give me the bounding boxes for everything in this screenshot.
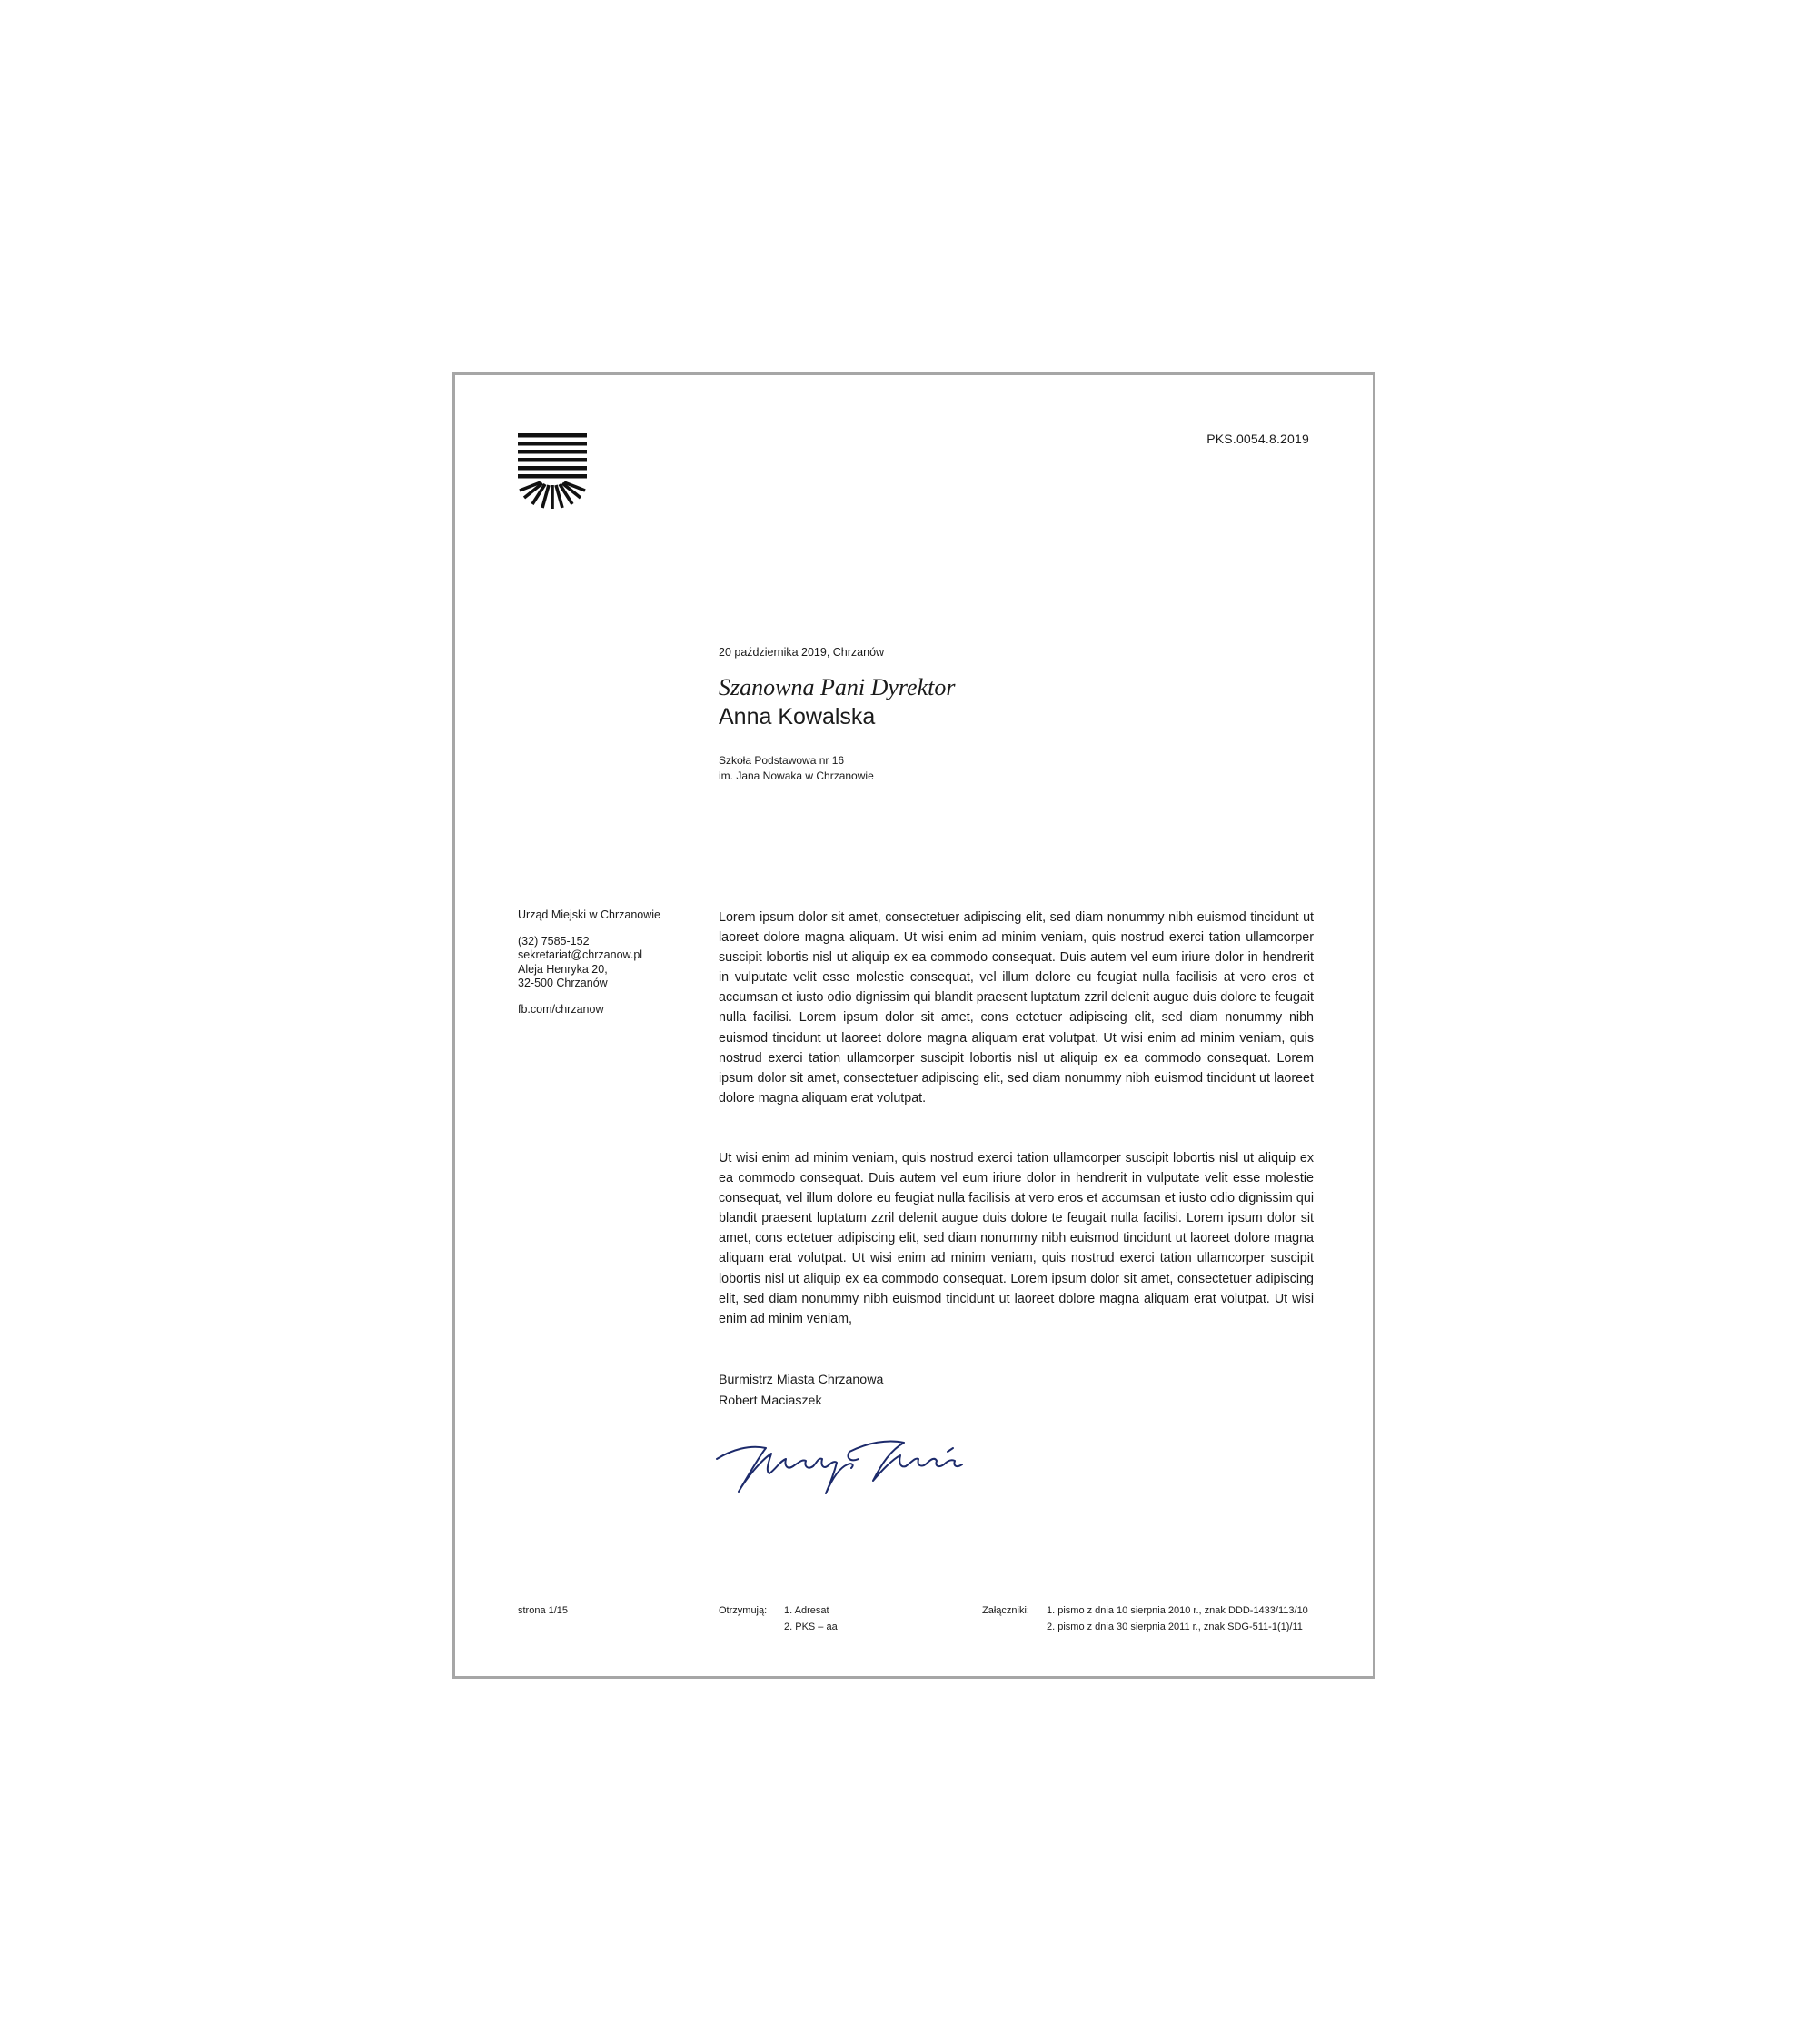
- recipients-list: [784, 1603, 838, 1635]
- signatory-block: [719, 1370, 883, 1411]
- attachments-label: Załączniki:: [982, 1605, 1029, 1616]
- salutation: Szanowna Pani Dyrektor: [719, 674, 956, 700]
- letter-page: [452, 372, 1375, 1679]
- sender-details: [518, 908, 690, 1017]
- sender-phone: (32) 7585-152: [518, 934, 590, 948]
- body-paragraph: Ut wisi enim ad minim veniam, quis nostrud exerci tation ullamcorper suscipit lobortis nisl ut aliquip ex ea commodo consequat. Duis autem vel eum iriure dolor in hendrerit in vulputate velit esse molestie consequat, vel illum dolore eu feugiat nulla facilisis at vero eros et accumsan et iusto odio dignissim qui blandit praesent luptatum zzril delenit augue duis dolore te feugait nulla facilisi. Lorem ipsum dolor sit amet, cons ectetuer adipiscing elit, sed diam nonummy nibh euismod tincidunt ut laoreet dolore magna aliquam erat volutpat. Ut wisi enim ad minim veniam, quis nostrud exerci tation ullamcorper suscipit lobortis nisl ut aliquip ex ea commodo consequat. Lorem ipsum dolor sit amet, consectetuer adipiscing elit, sed diam nonummy nibh euismod tincidunt ut laoreet dolore magna aliquam erat volutpat. Ut wisi enim ad minim veniam,: [719, 1150, 1314, 1326]
- body-paragraph: Lorem ipsum dolor sit amet, consectetuer adipiscing elit, sed diam nonummy nibh euismod tincidunt ut laoreet dolore magna aliquam. Ut wisi enim ad minim veniam, quis nostrud exerci tation ullamcorper suscipit lobortis nisl ut aliquip ex ea commodo consequat. Duis autem vel eum iriure dolor in hendrerit in vulputate velit esse molestie consequat, vel illum dolore eu feugiat nulla facilisis at vero eros et accumsan et iusto odio dignissim qui blandit praesent luptatum zzril delenit augue duis dolore te feugait nulla facilisi. Lorem ipsum dolor sit amet, cons ectetuer adipiscing elit, sed diam nonummy nibh euismod tincidunt ut laoreet dolore magna aliquam erat volutpat. Ut wisi enim ad minim veniam, quis nostrud exerci tation ullamcorper suscipit lobortis nisl ut aliquip ex ea commodo consequat. Lorem ipsum dolor sit amet, consectetuer adipiscing elit, sed diam nonummy nibh euismod tincidunt ut laoreet dolore magna aliquam erat volutpat.: [719, 910, 1314, 1106]
- attachments-list: [1047, 1603, 1308, 1635]
- page-number: strona 1/15: [518, 1605, 569, 1616]
- recipient-item: 1. Adresat: [784, 1605, 829, 1616]
- recipient-organization: [719, 753, 874, 784]
- date-place: 20 października 2019, Chrzanów: [719, 646, 885, 659]
- recipient-item: 2. PKS – aa: [784, 1621, 838, 1632]
- sun-stripes-logo-icon: [518, 433, 587, 510]
- signatory-name: Robert Maciaszek: [719, 1393, 822, 1408]
- sender-street: Aleja Henryka 20,: [518, 962, 608, 976]
- recipient-org-line: Szkoła Podstawowa nr 16: [719, 754, 845, 767]
- signatory-title: Burmistrz Miasta Chrzanowa: [719, 1373, 884, 1387]
- sender-office: Urząd Miejski w Chrzanowie: [518, 908, 660, 921]
- recipient-org-line: im. Jana Nowaka w Chrzanowie: [719, 769, 874, 782]
- sender-city: 32-500 Chrzanów: [518, 977, 608, 989]
- reference-number: PKS.0054.8.2019: [1206, 432, 1309, 446]
- attachment-item: 2. pismo z dnia 30 sierpnia 2011 r., znak SDG-511-1(1)/11: [1047, 1621, 1303, 1632]
- recipients-label: Otrzymują:: [719, 1605, 768, 1616]
- handwritten-signature: [713, 1426, 968, 1499]
- letter-body: [719, 908, 1314, 1329]
- sender-social: fb.com/chrzanow: [518, 1002, 604, 1016]
- sender-email: sekretariat@chrzanow.pl: [518, 948, 643, 961]
- recipient-name: Anna Kowalska: [719, 704, 876, 729]
- attachment-item: 1. pismo z dnia 10 sierpnia 2010 r., znak DDD-1433/113/10: [1047, 1605, 1308, 1616]
